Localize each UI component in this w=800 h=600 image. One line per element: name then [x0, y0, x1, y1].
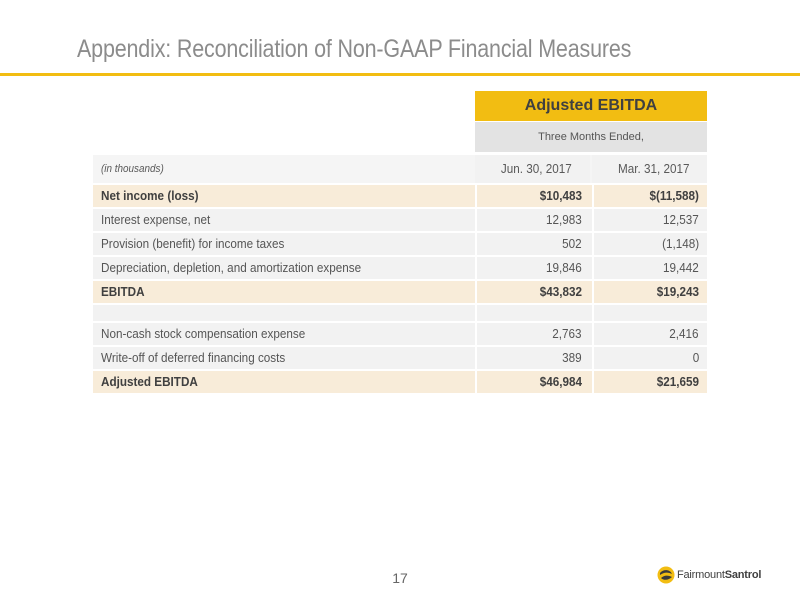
units-label: (in thousands) [101, 163, 164, 175]
table-subheader: Three Months Ended, [475, 122, 707, 152]
page-number: 17 [392, 570, 408, 586]
row-label: Write-off of deferred financing costs [101, 350, 286, 365]
row-label: Net income (loss) [101, 188, 199, 203]
table-row-interest [93, 209, 707, 231]
row-label: Adjusted EBITDA [101, 374, 198, 389]
row-label [93, 305, 473, 321]
logo-wordmark [677, 569, 761, 581]
row-value-jun: 2,763 [475, 323, 590, 345]
table-row-spacer [93, 305, 707, 321]
table-row-taxes [93, 233, 707, 255]
logo-text-bold: Santrol [724, 569, 762, 581]
row-value-mar: 12,537 [592, 209, 707, 231]
row-value-jun: $10,483 [475, 185, 590, 207]
column-header-mar: Mar. 31, 2017 [592, 155, 707, 183]
column-header-row [93, 155, 707, 183]
row-value-mar: $(11,588) [592, 185, 707, 207]
logo-text-regular: Fairmount [677, 569, 725, 581]
row-label: Non-cash stock compensation expense [101, 326, 306, 341]
title-divider [0, 73, 800, 76]
row-label: Interest expense, net [101, 212, 211, 227]
row-label: Provision (benefit) for income taxes [101, 236, 285, 251]
column-header-jun: Jun. 30, 2017 [475, 155, 590, 183]
row-value-mar: $19,243 [592, 281, 707, 303]
row-value-jun: 12,983 [475, 209, 590, 231]
row-value-mar: $21,659 [592, 371, 707, 393]
row-value-mar [592, 305, 707, 321]
row-value-mar: 19,442 [592, 257, 707, 279]
row-value-jun: 502 [475, 233, 590, 255]
table-row-write-off [93, 347, 707, 369]
row-value-jun [475, 305, 590, 321]
row-value-jun: $46,984 [475, 371, 590, 393]
row-value-mar: (1,148) [592, 233, 707, 255]
table-row-net-income [93, 185, 707, 207]
table-row-ebitda [93, 281, 707, 303]
slide-title: Appendix: Reconciliation of Non-GAAP Financial Measures [77, 35, 632, 63]
row-value-mar: 2,416 [592, 323, 707, 345]
logo-swirl-icon [657, 566, 675, 584]
table-header: Adjusted EBITDA [475, 91, 707, 121]
row-label: EBITDA [101, 284, 145, 299]
table-row-adjusted-ebitda [93, 371, 707, 393]
table-row-depreciation [93, 257, 707, 279]
row-value-jun: 19,846 [475, 257, 590, 279]
row-value-jun: $43,832 [475, 281, 590, 303]
table-row-stock-comp [93, 323, 707, 345]
row-value-jun: 389 [475, 347, 590, 369]
row-label: Depreciation, depletion, and amortization expense [101, 260, 362, 275]
row-value-mar: 0 [592, 347, 707, 369]
